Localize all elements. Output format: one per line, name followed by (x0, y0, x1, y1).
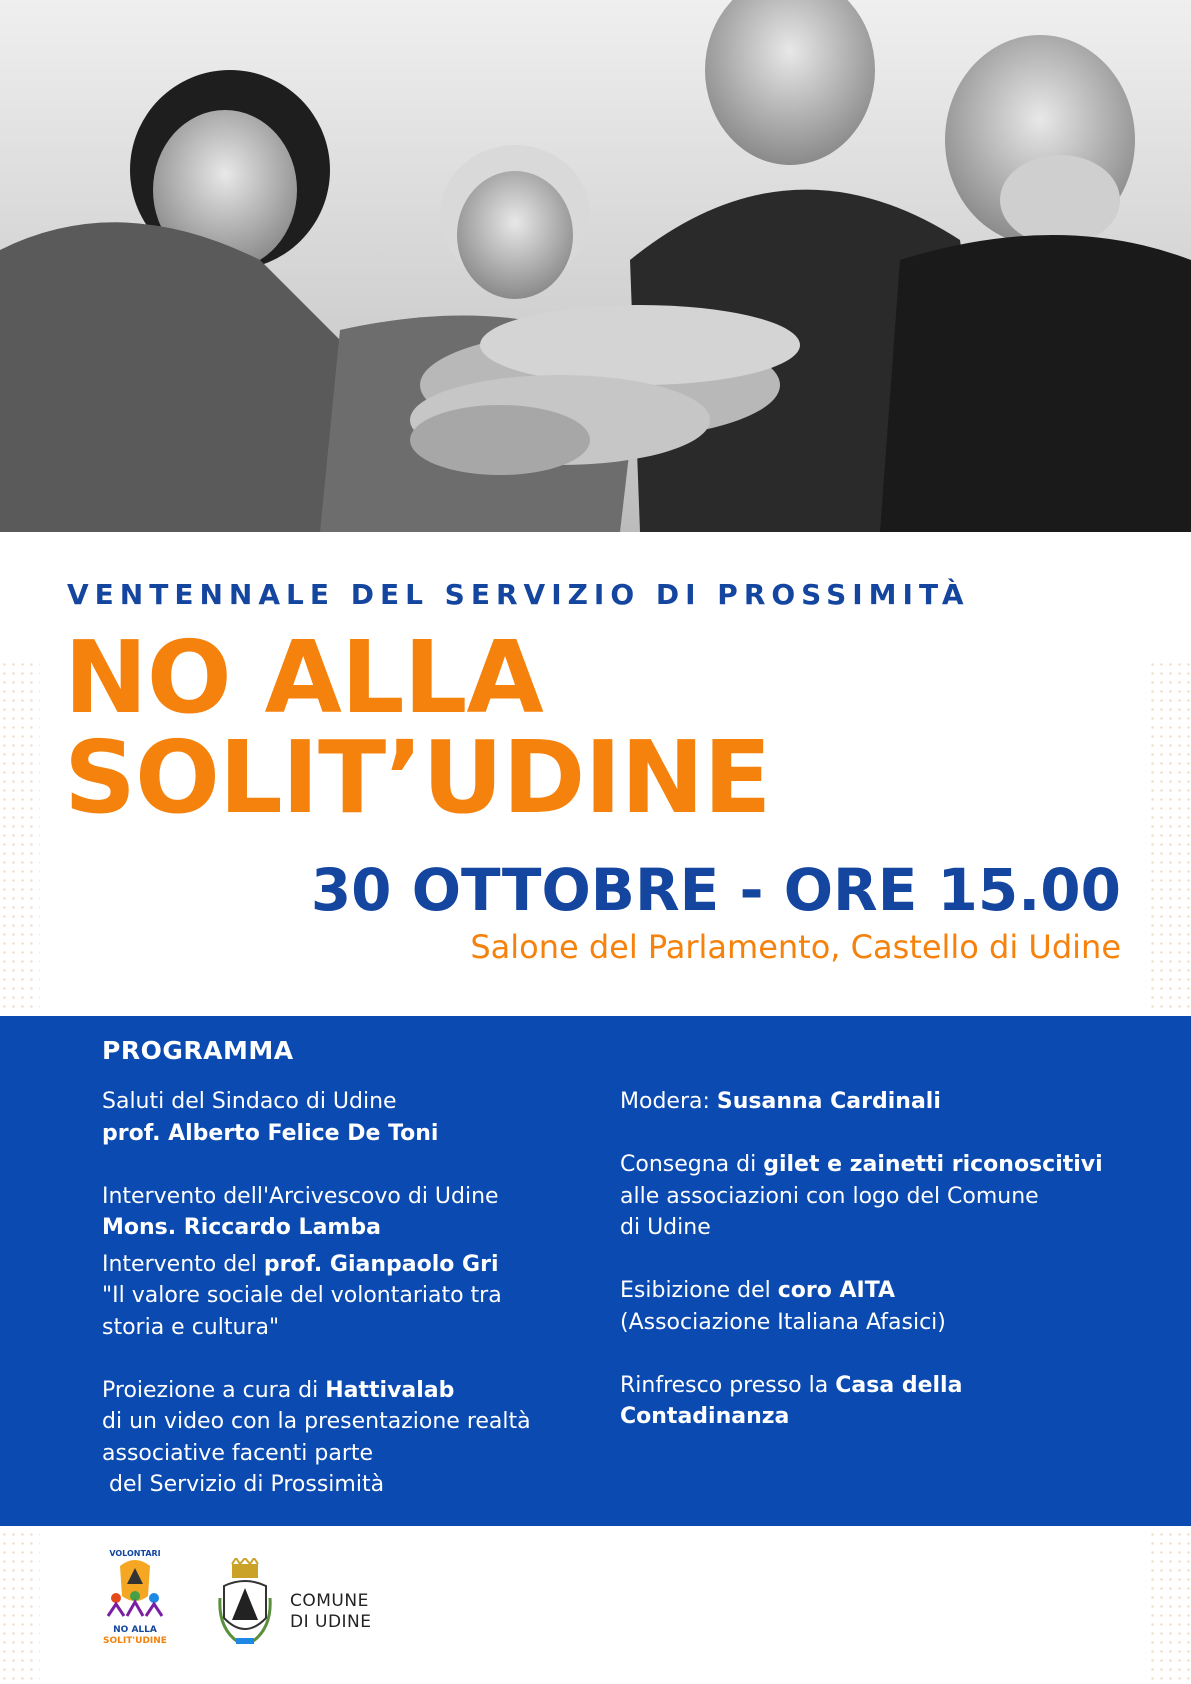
volontari-logo (98, 1546, 172, 1654)
dot-pattern-right (1148, 660, 1191, 1010)
comune-udine-crest (218, 1558, 272, 1650)
program-item-text: Intervento dell'Arcivescovo di Udine (102, 1183, 499, 1209)
program-item-highlight: coro AITA (777, 1278, 896, 1303)
event-title-line2: SOLIT’UDINE (64, 719, 771, 836)
program-left-column (102, 1086, 562, 1501)
program-item-speaker: prof. Alberto Felice De Toni (102, 1120, 439, 1146)
program-item-text: Intervento del (102, 1251, 264, 1277)
program-item (620, 1275, 1140, 1338)
comune-line-1: COMUNE (290, 1591, 369, 1611)
program-item-speaker: Mons. Riccardo Lamba (102, 1215, 381, 1240)
program-item-text: Consegna di (620, 1152, 764, 1177)
program-item (102, 1181, 562, 1244)
program-item (102, 1375, 562, 1501)
program-item (620, 1086, 1140, 1118)
dot-pattern-bottom-left (0, 1530, 40, 1680)
logo-text-bottom-2: SOLIT'UDINE (103, 1636, 167, 1646)
program-item-speaker: Susanna Cardinali (716, 1089, 941, 1114)
hero-photo-illustration (0, 0, 1191, 532)
program-item (102, 1249, 562, 1344)
program-item-detail: alle associazioni con logo del Comune di Udine (620, 1183, 1039, 1240)
program-right-column (620, 1086, 1140, 1433)
comune-line-2: DI UDINE (290, 1612, 372, 1632)
program-item (102, 1086, 562, 1149)
logo-text-top: VOLONTARI (109, 1549, 161, 1558)
program-item-highlight: gilet e zainetti riconoscitivi (763, 1152, 1103, 1177)
dot-pattern-left (0, 660, 40, 1010)
program-item-text: Modera: (620, 1089, 717, 1114)
program-item-speaker: prof. Gianpaolo Gri (263, 1251, 499, 1277)
program-heading: PROGRAMMA (102, 1036, 294, 1065)
program-item-text: Saluti del Sindaco di Udine (102, 1089, 397, 1114)
program-item-speaker: Hattivalab (325, 1377, 455, 1403)
program-item (620, 1149, 1140, 1244)
event-venue: Salone del Parlamento, Castello di Udine (470, 928, 1121, 966)
event-title-line1: NO ALLA (64, 619, 543, 736)
event-title (64, 619, 771, 836)
hero-photo (0, 0, 1191, 532)
program-item-detail: "Il valore sociale del volontariato tra storia e cultura" (102, 1283, 509, 1340)
program-item-text: Rinfresco presso la (620, 1372, 836, 1398)
program-item-detail: (Associazione Italiana Afasici) (620, 1309, 946, 1335)
program-item (620, 1370, 980, 1433)
comune-udine-label (290, 1591, 372, 1633)
logo-text-bottom-1: NO ALLA (113, 1625, 157, 1635)
program-panel (0, 1016, 1191, 1526)
program-item-text: Proiezione a cura di (102, 1377, 326, 1403)
event-date-time: 30 OTTOBRE - ORE 15.00 (310, 856, 1121, 924)
event-subtitle: VENTENNALE DEL SERVIZIO DI PROSSIMITÀ (67, 578, 970, 611)
dot-pattern-bottom-right (1148, 1530, 1191, 1680)
program-item-highlight: Casa della Contadinanza (620, 1372, 971, 1429)
program-item-detail: di un video con la presentazione realtà associative facenti parte del Servizio di Prossimità (102, 1409, 531, 1497)
program-item-text: Esibizione del (620, 1278, 778, 1303)
